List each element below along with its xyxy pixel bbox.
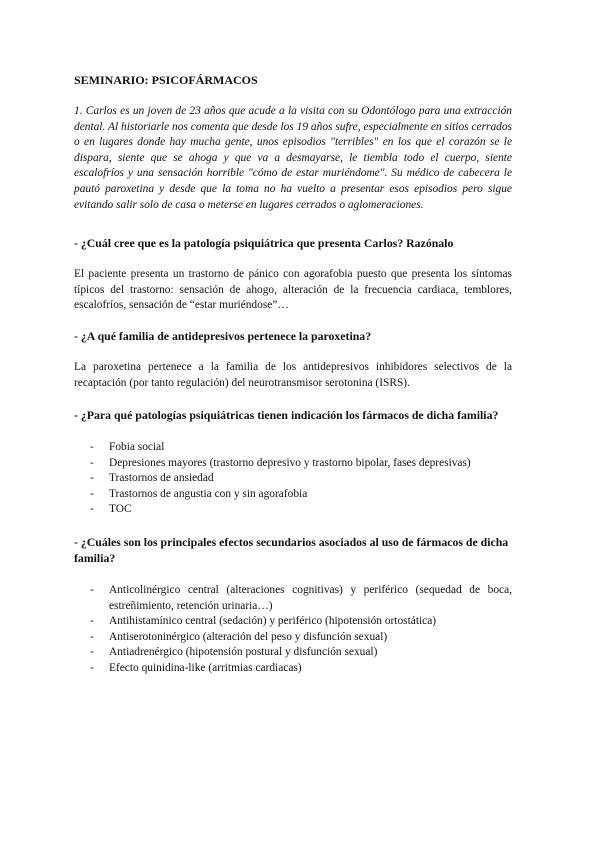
list-item: - Antiadrenérgico (hipotensión postural y disfunción sexual) (74, 645, 512, 661)
list-item: - Antiserotoninérgico (alteración del peso y disfunción sexual) (74, 630, 512, 646)
indications-list (74, 440, 512, 518)
list-item: - Depresiones mayores (trastorno depresivo y trastorno bipolar, fases depresivas) (74, 456, 512, 472)
question-4: - ¿Cuáles son los principales efectos secundarios asociados al uso de fármacos de dicha familia? (74, 535, 509, 565)
list-item: - Fobia social (74, 440, 512, 456)
side-effects-list (74, 583, 512, 677)
list-item: - Trastornos de angustia con y sin agorafobia (74, 487, 512, 503)
case-description: 1. Carlos es un joven de 23 años que acude a la visita con su Odontólogo para una extracción dental. Al historiarle nos comenta que desde los 19 años sufre, especialmente en sitios cerrados o en lugares donde hay mucha gente, unos episodios "terribles" en los que el corazón se le dispara, siente que se ahoga y que va a desmayarse, le tiembla todo el cuerpo, siente escalofríos y una sensación horrible "cómo de estar muriéndome". Su médico de cabecera le pautó paroxetina y desde que la toma no ha vuelto a presentar esos episodios pero sigue evitando salir solo de casa o meterse en lugares cerrados o aglomeraciones. (74, 105, 512, 211)
question-3: - ¿Para qué patologías psiquiátricas tienen indicación los fármacos de dicha familia? (74, 408, 499, 422)
list-item: - Trastornos de ansiedad (74, 471, 512, 487)
answer-2: La paroxetina pertenece a la familia de los antidepresivos inhibidores selectivos de la recaptación (por tanto regulación) del neurotransmisor serotonina (ISRS). (74, 361, 512, 389)
list-item: - TOC (74, 502, 512, 518)
list-item: - Efecto quinidina-like (arritmias cardiacas) (74, 661, 512, 677)
answer-1: El paciente presenta un trastorno de pánico con agorafobia puesto que presenta los síntomas típicos del trastorno: sensación de ahogo, alteración de la frecuencia cardiaca, temblores, escalofríos, sensación de “estar muriéndose”… (74, 268, 512, 312)
page-title: SEMINARIO: PSICOFÁRMACOS (74, 73, 258, 87)
question-2: - ¿A qué familia de antidepresivos pertenece la paroxetina? (74, 329, 372, 343)
list-item: - Antihistamínico central (sedación) y periférico (hipotensión ortostática) (74, 614, 512, 630)
list-item: - Anticolinérgico central (alteraciones cognitivas) y periférico (sequedad de boca, estreñimiento, retención urinaria…) (74, 583, 512, 614)
question-1: - ¿Cuál cree que es la patología psiquiátrica que presenta Carlos? Razónalo (74, 236, 454, 250)
